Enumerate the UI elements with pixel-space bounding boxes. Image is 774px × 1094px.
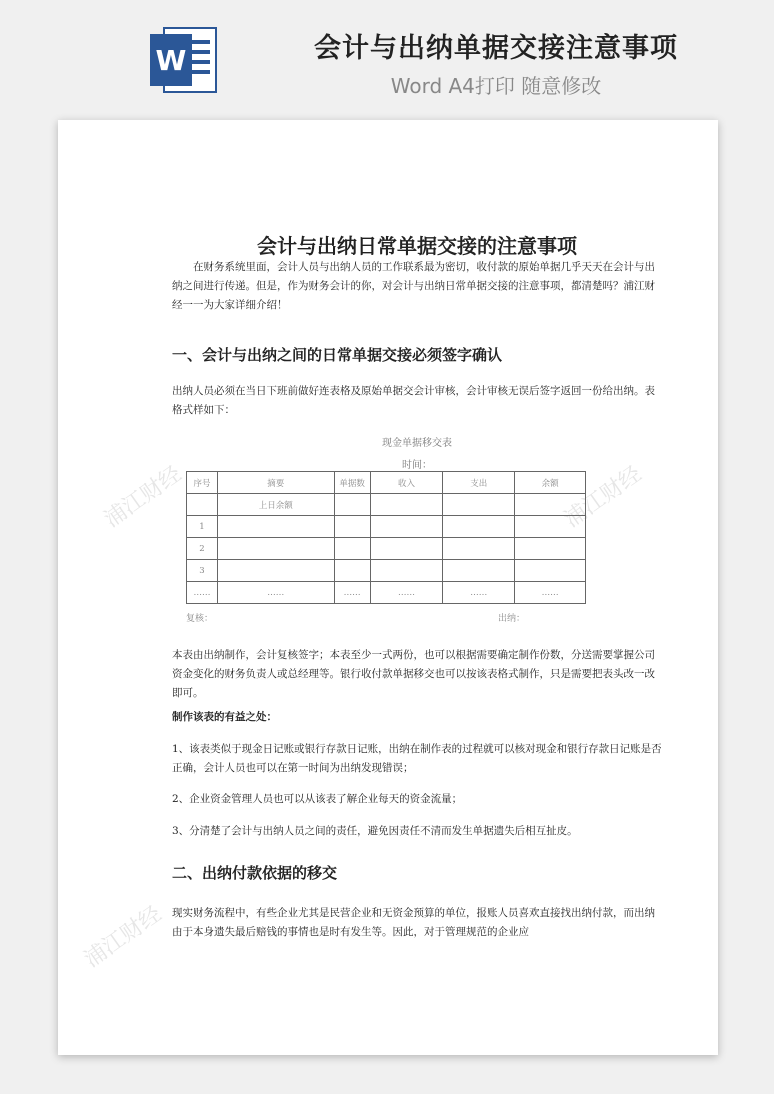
cash-transfer-table	[186, 471, 586, 604]
table-cell: ……	[370, 582, 443, 604]
benefits-heading: 制作该表的有益之处：	[172, 711, 277, 723]
table-row	[187, 560, 586, 582]
word-document-icon	[150, 24, 218, 96]
table-cell	[515, 494, 586, 516]
benefit-item-3: 3、分清楚了会计与出纳人员之间的责任，避免因责任不清而发生单据遗失后相互扯皮。	[172, 825, 578, 837]
section-1-paragraph: 出纳人员必须在当日下班前做好连表格及原始单据交会计审核，会计审核无误后签字返回一份给出纳。表格式样如下：	[172, 385, 655, 416]
table-cell	[443, 538, 515, 560]
table-cell	[217, 516, 334, 538]
table-cell	[217, 560, 334, 582]
table-header-row	[187, 472, 586, 494]
watermark: 浦江财经	[79, 901, 167, 973]
section-1-heading: 一、会计与出纳之间的日常单据交接必须签字确认	[172, 346, 503, 364]
banner-subtitle: Word A4打印 随意修改	[390, 74, 602, 98]
table-cell	[187, 494, 218, 516]
table-header-cell: 余额	[515, 472, 586, 494]
section-1-paragraph-2: 本表由出纳制作，会计复核签字；本表至少一式两份，也可以根据需要确定制作份数，分送需要掌握公司资金变化的财务负责人或总经理等。银行收付款单据移交也可以按该表格式制作，只是需要把表头改一改即可。	[172, 649, 655, 699]
table-header-cell: 序号	[187, 472, 218, 494]
table-cell	[515, 538, 586, 560]
table-cell	[217, 538, 334, 560]
table-cell: 上日余额	[217, 494, 334, 516]
table-cell: ……	[443, 582, 515, 604]
table-row	[187, 516, 586, 538]
table-cell: ……	[187, 582, 218, 604]
table-header-cell: 单据数	[334, 472, 370, 494]
table-cell	[515, 516, 586, 538]
table-cell	[370, 538, 443, 560]
table-cell	[515, 560, 586, 582]
banner-title: 会计与出纳单据交接注意事项	[314, 33, 678, 64]
table-title: 现金单据移交表	[382, 438, 452, 449]
table-header-cell: 摘要	[217, 472, 334, 494]
header-banner	[0, 0, 774, 118]
intro-paragraph: 在财务系统里面，会计人员与出纳人员的工作联系最为密切，收付款的原始单据几乎天天在会计与出纳之间进行传递。但是，作为财务会计的你，对会计与出纳日常单据交接的注意事项，都清楚吗？浦江财经一一为大家详细介绍！	[172, 261, 655, 311]
svg-text:W: W	[155, 44, 187, 77]
table-row	[187, 582, 586, 604]
table-cell	[443, 516, 515, 538]
document-title: 会计与出纳日常单据交接的注意事项	[257, 234, 577, 258]
table-row	[187, 538, 586, 560]
table-cell	[334, 494, 370, 516]
document-page	[58, 120, 718, 1055]
cashier-signature-label: 出纳：	[498, 614, 526, 624]
table-cell	[370, 560, 443, 582]
watermark: 浦江财经	[559, 461, 647, 533]
section-2-heading: 二、出纳付款依据的移交	[172, 864, 338, 882]
table-cell	[370, 516, 443, 538]
table-cell: 3	[187, 560, 218, 582]
table-cell	[334, 516, 370, 538]
table-cell	[334, 560, 370, 582]
table-cell	[370, 494, 443, 516]
table-cell	[443, 560, 515, 582]
table-cell: 2	[187, 538, 218, 560]
table-time-label: 时间：	[402, 460, 432, 471]
watermark: 浦江财经	[99, 461, 187, 533]
benefit-item-2: 2、企业资金管理人员也可以从该表了解企业每天的资金流量；	[172, 793, 463, 805]
table-header-cell: 支出	[443, 472, 515, 494]
table-cell: ……	[515, 582, 586, 604]
table-header-cell: 收入	[370, 472, 443, 494]
table-cell: ……	[217, 582, 334, 604]
section-2-paragraph: 现实财务流程中，有些企业尤其是民营企业和无资金预算的单位，报账人员喜欢直接找出纳付款，而出纳由于本身遗失最后赔钱的事情也是时有发生等。因此，对于管理规范的企业应	[172, 907, 655, 938]
table-row	[187, 494, 586, 516]
table-cell	[334, 538, 370, 560]
table-cell	[443, 494, 515, 516]
benefit-item-1: 1、该表类似于现金日记账或银行存款日记账，出纳在制作表的过程就可以核对现金和银行存款日记账是否正确，会计人员也可以在第一时间为出纳发现错误；	[172, 743, 662, 774]
review-signature-label: 复核：	[186, 614, 214, 624]
table-cell: 1	[187, 516, 218, 538]
table-cell: ……	[334, 582, 370, 604]
